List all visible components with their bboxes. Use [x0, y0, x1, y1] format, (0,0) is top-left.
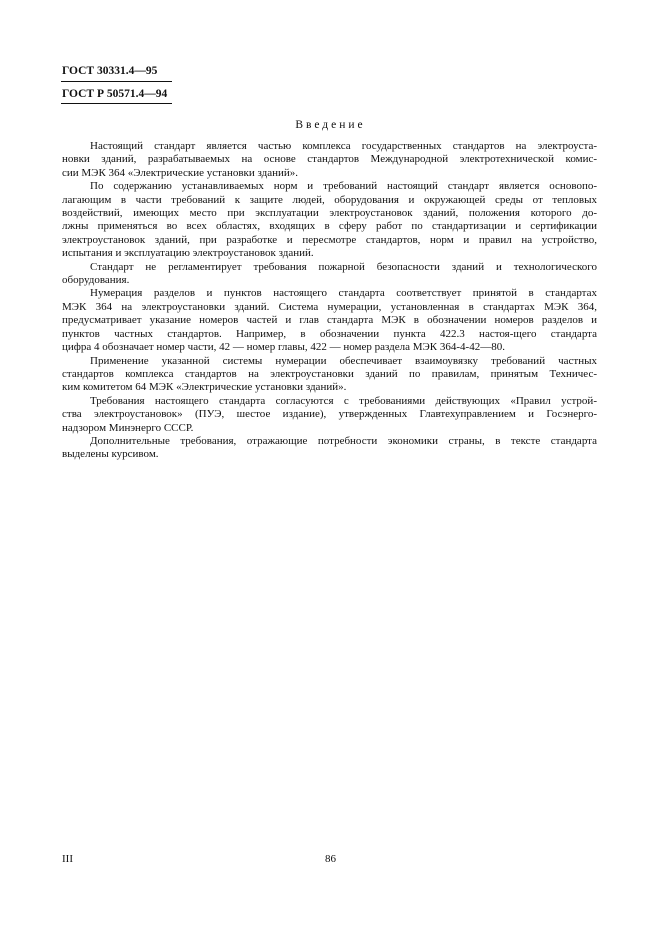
text-line: стандартов комплекса стандартов на электроустановки зданий по правилам, принятым Техничес-	[62, 367, 597, 380]
text-line: электроустановок зданий, при разработке и пересмотре стандартов, норм и правил на устройство,	[62, 233, 597, 246]
text-line: лжны применяться во всех областях, входящих в сферу работ по стандартизации и сертификации	[62, 220, 597, 233]
text-line: Настоящий стандарт является частью комплекса государственных стандартов на электроуста-	[90, 140, 597, 152]
text-line: лагающим в части требований к защите людей, оборудования и окружающей среды от тепловых	[62, 193, 597, 206]
text-line: По содержанию устанавливаемых норм и требований настоящий стандарт является основопо-	[90, 180, 597, 193]
text-line: Дополнительные требования, отражающие потребности экономики страны, в тексте стандарта	[90, 434, 597, 447]
text-line: ства электроустановок» (ПУЭ, шестое издание), утвержденных Главтехуправлением и Госэнерго-	[62, 408, 597, 421]
text-line: сии МЭК 364 «Электрические установки зданий».	[62, 166, 299, 179]
text-line: Стандарт не регламентирует требования пожарной безопасности зданий и технологического	[90, 260, 597, 273]
text-line: надзором Минэнерго СССР.	[62, 421, 194, 434]
text-line: цифра 4 обозначает номер части, 42 — номер главы, 422 — номер раздела МЭК 364-4-42—80.	[62, 341, 505, 354]
paragraph-6	[62, 395, 597, 435]
standard-designation-gost-r: ГОСТ Р 50571.4—94	[62, 88, 168, 100]
paragraph-5	[62, 355, 597, 395]
page-number: 86	[325, 853, 336, 865]
paragraph-2	[62, 180, 597, 260]
text-line: выделены курсивом.	[62, 448, 159, 461]
text-line: МЭК 364 на электроустановки зданий. Система нумерации, установленная в стандартах МЭК 364,	[62, 300, 597, 313]
text-line: воздействий, имеющих место при эксплуатации электроустановок зданий, положения которого до-	[62, 207, 597, 220]
paragraph-3	[62, 261, 597, 288]
document-body	[62, 140, 597, 462]
text-line: Требования настоящего стандарта согласуются с требованиями действующих «Правил устрой-	[90, 394, 597, 407]
text-line: испытания и эксплуатацию электроустановок зданий.	[62, 247, 314, 260]
header-rule-bottom	[61, 103, 172, 104]
paragraph-1	[62, 140, 597, 180]
section-title: Введение	[295, 119, 366, 131]
text-line: пунктов частных стандартов. Например, в обозначении пункта 422.3 настоя-щего стандарта	[62, 327, 597, 340]
text-line: предусматривает указание номеров частей и глав стандарта МЭК в обозначении номеров разделов и	[62, 314, 597, 327]
text-line: Применение указанной системы нумерации обеспечивает взаимоувязку требований частных	[90, 354, 597, 367]
paragraph-7	[62, 435, 597, 462]
paragraph-4	[62, 287, 597, 354]
header-rule-top	[61, 81, 172, 82]
text-line: новки зданий, разрабатываемых на основе стандартов Международной электротехнической комис-	[62, 153, 597, 166]
standard-designation-gost: ГОСТ 30331.4—95	[62, 65, 158, 77]
text-line: ким комитетом 64 МЭК «Электрические установки зданий».	[62, 381, 347, 394]
text-line: оборудования.	[62, 274, 130, 287]
roman-page-marker: III	[62, 853, 73, 865]
text-line: Нумерация разделов и пунктов настоящего стандарта соответствует принятой в стандартах	[90, 287, 597, 300]
